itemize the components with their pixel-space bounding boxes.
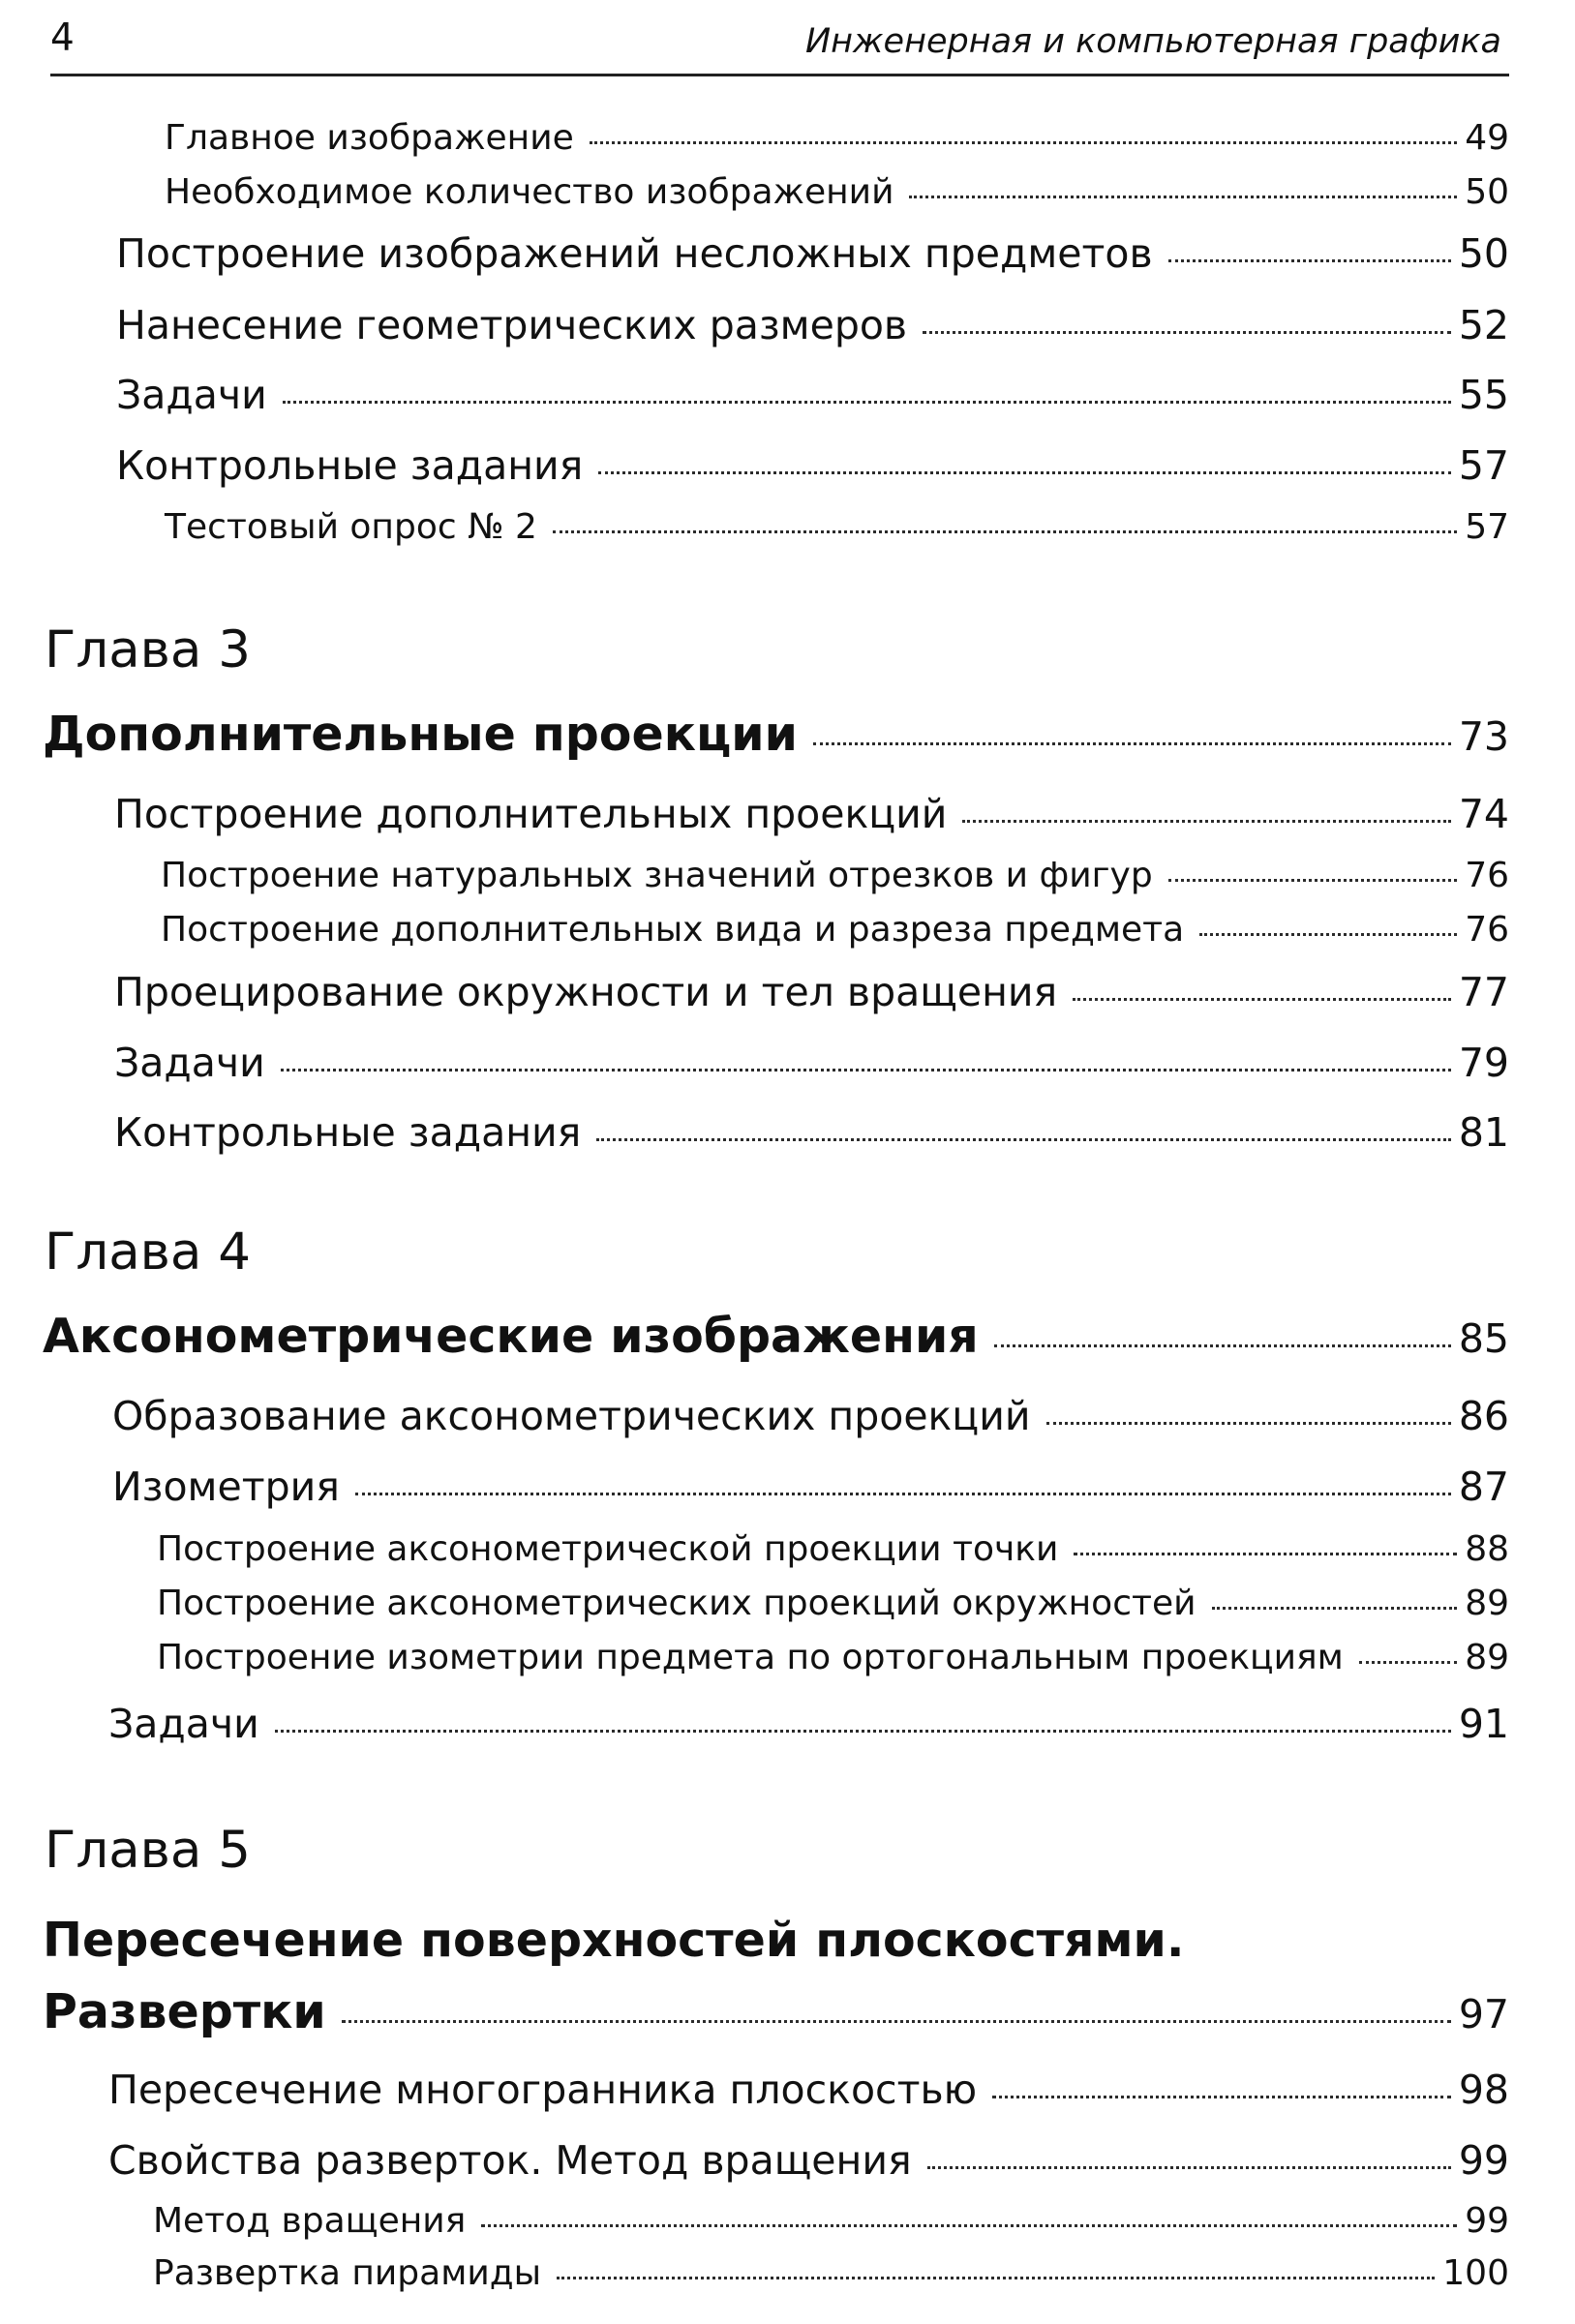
dot-leader xyxy=(1073,998,1451,1001)
dot-leader xyxy=(590,141,1457,144)
toc-entry-title: Метод вращения xyxy=(153,2201,467,2241)
toc-entry[interactable] xyxy=(116,227,1509,280)
dot-leader xyxy=(342,2020,1451,2023)
dot-leader xyxy=(962,820,1450,823)
toc-entry[interactable] xyxy=(157,1582,1509,1626)
chapter-label: Глава 3 xyxy=(45,620,251,679)
toc-entry[interactable] xyxy=(153,2199,1509,2244)
toc-entry-page: 91 xyxy=(1458,1701,1509,1747)
dot-leader xyxy=(1168,259,1451,262)
toc-entry-title: Построение аксонометрических проекций окружностей xyxy=(157,1584,1196,1623)
dot-leader xyxy=(927,2166,1451,2169)
toc-entry-title: Построение дополнительных проекций xyxy=(114,791,948,837)
dot-leader xyxy=(909,196,1457,198)
toc-entry[interactable] xyxy=(116,439,1509,492)
chapter-title-continued: Развертки xyxy=(43,1984,326,2039)
toc-entry-title: Необходимое количество изображений xyxy=(165,172,894,212)
toc-entry[interactable] xyxy=(165,116,1509,161)
toc-entry-page: 74 xyxy=(1458,791,1509,837)
chapter-title-row[interactable] xyxy=(43,1307,1509,1369)
toc-entry-page: 88 xyxy=(1465,1529,1509,1569)
toc-entry-title: Построение изображений несложных предметов xyxy=(116,230,1153,277)
toc-entry-page: 99 xyxy=(1458,2137,1509,2184)
toc-entry-title: Нанесение геометрических размеров xyxy=(116,302,908,348)
toc-entry[interactable] xyxy=(161,908,1509,952)
toc-entry-title: Главное изображение xyxy=(165,118,574,158)
toc-entry[interactable] xyxy=(112,1461,1509,1513)
toc-entry-title: Построение натуральных значений отрезков и фигур xyxy=(161,856,1153,895)
chapter-title[interactable]: Пересечение поверхностей плоскостями. xyxy=(43,1913,1185,1968)
toc-entry-page: 55 xyxy=(1458,372,1509,418)
toc-entry-page: 98 xyxy=(1458,2067,1509,2113)
toc-entry[interactable] xyxy=(114,788,1509,840)
dot-leader xyxy=(275,1730,1451,1733)
toc-entry[interactable] xyxy=(116,369,1509,421)
page-number: 4 xyxy=(50,16,75,60)
chapter-label: Глава 5 xyxy=(45,1821,251,1880)
toc-entry[interactable] xyxy=(108,2134,1509,2187)
toc-entry-title: Построение дополнительных вида и разреза предмета xyxy=(161,910,1185,950)
toc-entry-title: Построение изометрии предмета по ортогональным проекциям xyxy=(157,1638,1344,1677)
toc-entry-page: 52 xyxy=(1458,302,1509,348)
toc-entry-page: 76 xyxy=(1465,910,1509,950)
dot-leader xyxy=(1074,1553,1457,1555)
dot-leader xyxy=(557,2277,1435,2279)
dot-leader xyxy=(1168,879,1457,882)
chapter-page: 73 xyxy=(1458,713,1509,760)
toc-entry-page: 89 xyxy=(1465,1584,1509,1623)
toc-entry[interactable] xyxy=(165,170,1509,215)
toc-entry-title: Задачи xyxy=(108,1701,259,1747)
dot-leader xyxy=(553,530,1457,533)
dot-leader xyxy=(1359,1661,1457,1664)
dot-leader xyxy=(992,2096,1451,2098)
dot-leader xyxy=(1212,1607,1458,1610)
toc-entry-page: 77 xyxy=(1458,969,1509,1015)
toc-entry[interactable] xyxy=(161,854,1509,898)
toc-entry-page: 100 xyxy=(1442,2253,1509,2293)
chapter-title: Аксонометрические изображения xyxy=(43,1309,979,1364)
toc-entry-page: 76 xyxy=(1465,856,1509,895)
toc-entry[interactable] xyxy=(157,1636,1509,1680)
toc-entry-title: Пересечение многогранника плоскостью xyxy=(108,2067,978,2113)
chapter-page: 85 xyxy=(1458,1315,1509,1362)
chapter-title-row[interactable] xyxy=(43,705,1509,767)
dot-leader xyxy=(994,1344,1451,1347)
dot-leader xyxy=(355,1493,1451,1495)
toc-entry-page: 50 xyxy=(1465,172,1509,212)
toc-entry-page: 99 xyxy=(1465,2201,1509,2241)
toc-entry[interactable] xyxy=(112,1390,1509,1442)
chapter-title: Дополнительные проекции xyxy=(43,707,798,762)
dot-leader xyxy=(923,331,1451,334)
page-header xyxy=(50,14,1509,76)
chapter-title-row[interactable] xyxy=(43,1982,1509,2044)
toc-entry-page: 87 xyxy=(1458,1464,1509,1510)
dot-leader xyxy=(481,2224,1457,2227)
dot-leader xyxy=(596,1138,1451,1141)
toc-entry[interactable] xyxy=(114,1106,1509,1159)
toc-entry[interactable] xyxy=(108,1698,1509,1750)
toc-entry-title: Контрольные задания xyxy=(114,1109,582,1156)
toc-entry-title: Тестовый опрос № 2 xyxy=(165,507,537,547)
toc-entry[interactable] xyxy=(108,2064,1509,2116)
toc-entry-page: 79 xyxy=(1458,1040,1509,1086)
dot-leader xyxy=(281,1069,1451,1071)
toc-entry[interactable] xyxy=(114,966,1509,1018)
toc-entry-page: 89 xyxy=(1465,1638,1509,1677)
toc-entry-title: Проецирование окружности и тел вращения xyxy=(114,969,1058,1015)
toc-entry-title: Изометрия xyxy=(112,1464,340,1510)
toc-entry-title: Построение аксонометрической проекции точки xyxy=(157,1529,1059,1569)
toc-entry-title: Задачи xyxy=(114,1040,265,1086)
dot-leader xyxy=(598,471,1451,474)
toc-entry-page: 81 xyxy=(1458,1109,1509,1156)
toc-entry[interactable] xyxy=(114,1037,1509,1089)
toc-entry-page: 86 xyxy=(1458,1393,1509,1439)
toc-entry-page: 49 xyxy=(1465,118,1509,158)
toc-entry-title: Задачи xyxy=(116,372,267,418)
toc-entry-title: Образование аксонометрических проекций xyxy=(112,1393,1031,1439)
toc-entry[interactable] xyxy=(165,505,1509,550)
toc-entry-title: Развертка пирамиды xyxy=(153,2253,542,2293)
toc-entry-page: 57 xyxy=(1465,507,1509,547)
chapter-page: 97 xyxy=(1458,1991,1509,2037)
dot-leader xyxy=(1046,1422,1451,1425)
dot-leader xyxy=(1199,933,1457,936)
toc-entry-page: 50 xyxy=(1458,230,1509,277)
chapter-label: Глава 4 xyxy=(45,1222,251,1282)
dot-leader xyxy=(813,742,1451,745)
toc-entry[interactable] xyxy=(153,2251,1509,2296)
running-title: Инженерная и компьютерная графика xyxy=(804,22,1501,61)
toc-entry-page: 57 xyxy=(1458,442,1509,489)
toc-entry-title: Контрольные задания xyxy=(116,442,584,489)
dot-leader xyxy=(283,401,1451,404)
toc-entry-title: Свойства разверток. Метод вращения xyxy=(108,2137,912,2184)
toc-entry[interactable] xyxy=(116,299,1509,351)
toc-entry[interactable] xyxy=(157,1527,1509,1572)
